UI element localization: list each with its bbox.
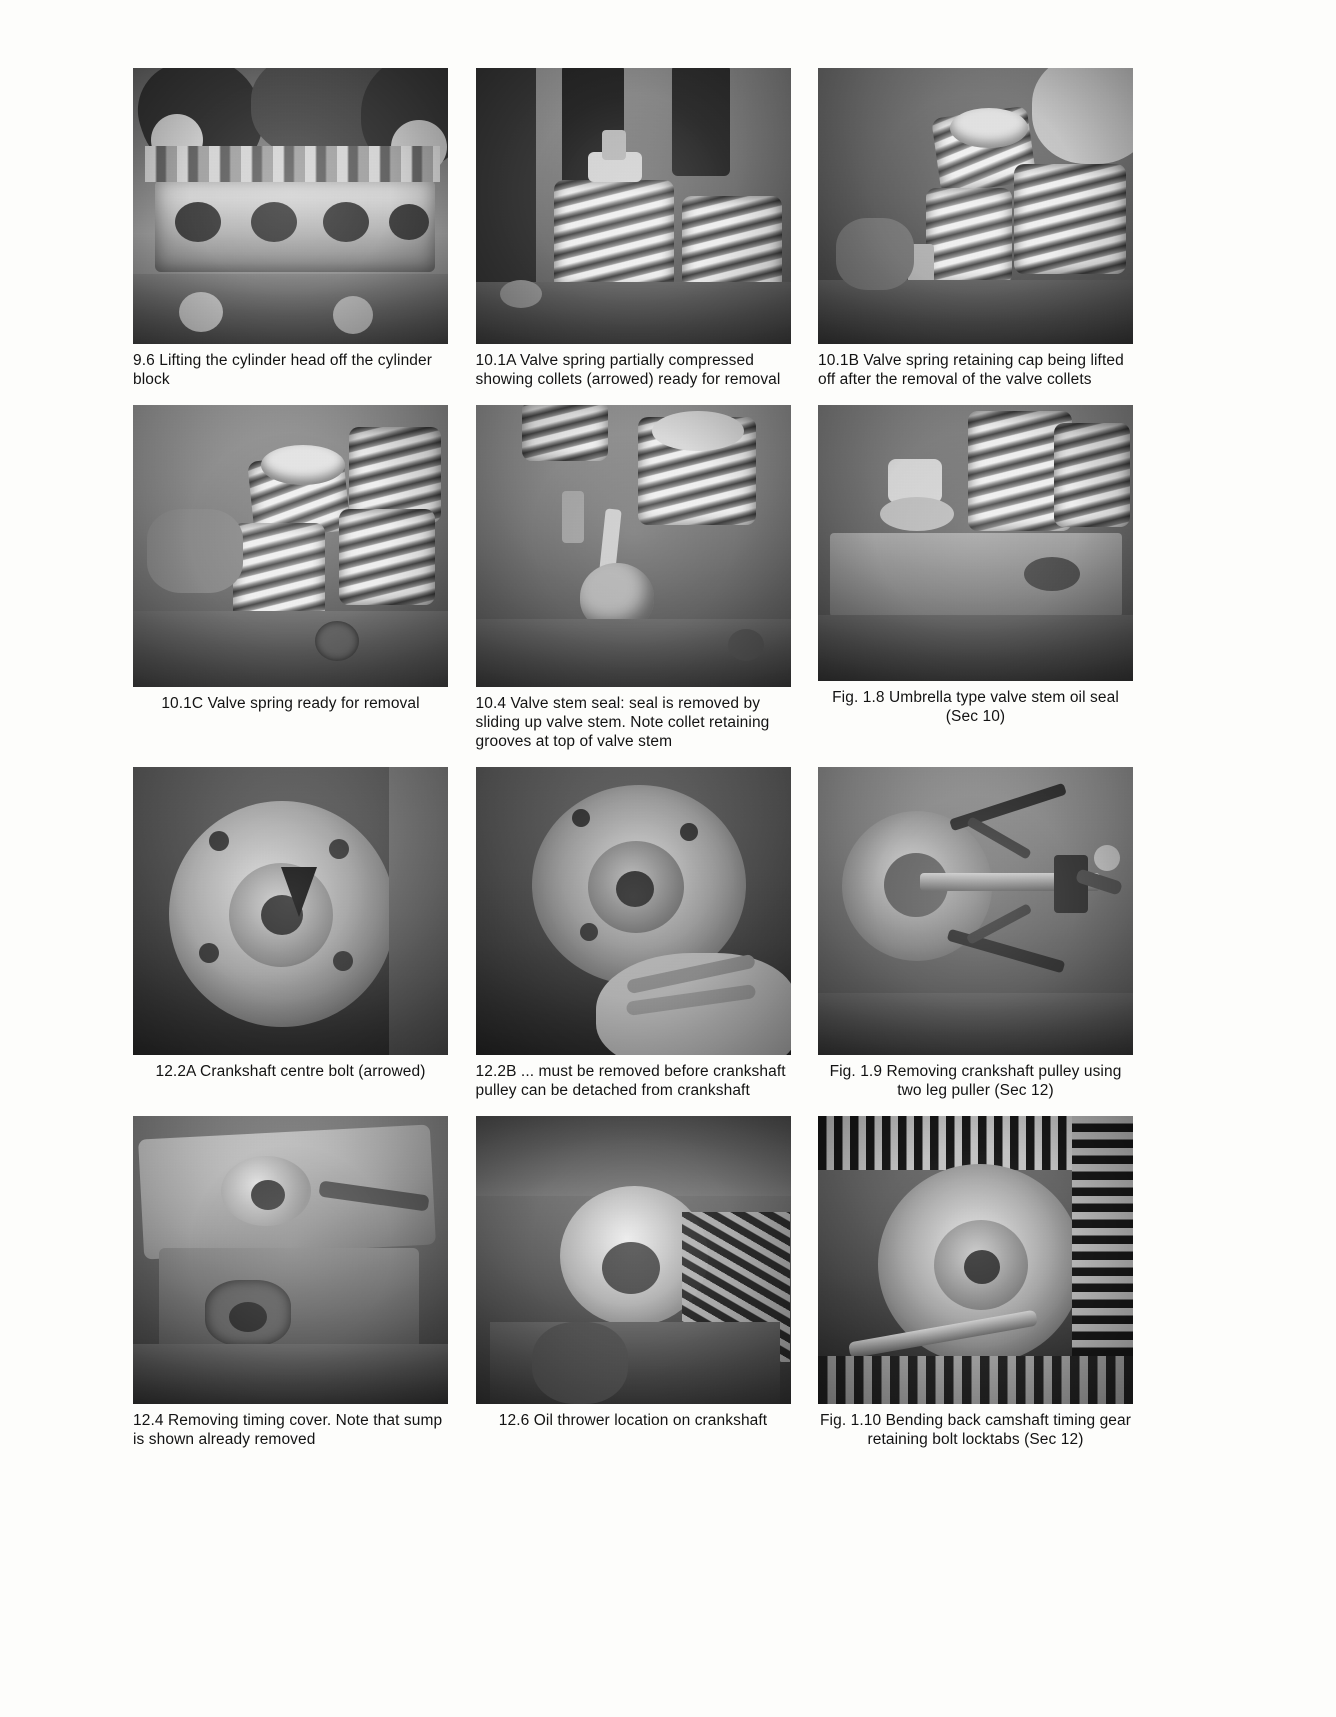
figure-1-10 (818, 1116, 1133, 1449)
figure-12-4 (133, 1116, 448, 1449)
photo-spring-ready (133, 405, 448, 687)
figure-row (133, 767, 1133, 1100)
figure-caption: Fig. 1.8 Umbrella type valve stem oil seal (Sec 10) (832, 689, 1119, 725)
figure-caption: 10.1A Valve spring partially compressed showing collets (arrowed) ready for removal (475, 352, 781, 388)
figure-row (133, 405, 1133, 751)
photo-valve-stem-seal (476, 405, 791, 687)
figure-10-1A (476, 68, 791, 389)
figure-caption: Fig. 1.9 Removing crankshaft pulley using two leg puller (Sec 12) (829, 1063, 1122, 1099)
figure-12-2B (476, 767, 791, 1100)
photo-valve-spring-compressed (476, 68, 791, 344)
figure-10-1C (133, 405, 448, 751)
figure-row (133, 68, 1133, 389)
figure-caption: 12.6 Oil thrower location on crankshaft (498, 1412, 768, 1429)
figure-grid (133, 68, 1133, 1465)
figure-caption: Fig. 1.10 Bending back camshaft timing gear retaining bolt locktabs (Sec 12) (819, 1412, 1132, 1448)
figure-10-1B (818, 68, 1133, 389)
photo-umbrella-seal (818, 405, 1133, 681)
figure-row (133, 1116, 1133, 1449)
photo-crankshaft-centre-bolt (133, 767, 448, 1055)
figure-9-6 (133, 68, 448, 389)
photo-locktab-bending (818, 1116, 1133, 1404)
figure-caption: 12.2A Crankshaft centre bolt (arrowed) (155, 1063, 426, 1080)
figure-12-2A (133, 767, 448, 1100)
figure-1-9 (818, 767, 1133, 1100)
figure-10-4 (476, 405, 791, 751)
figure-caption: 10.1B Valve spring retaining cap being lifted off after the removal of the valve collets (818, 352, 1124, 388)
figure-caption: 10.4 Valve stem seal: seal is removed by sliding up valve stem. Note collet retaining grooves at top of valve stem (475, 695, 770, 750)
photo-cylinder-head-lift (133, 68, 448, 344)
figure-caption: 10.1C Valve spring ready for removal (161, 695, 420, 712)
figure-1-8 (818, 405, 1133, 751)
photo-oil-thrower (476, 1116, 791, 1404)
photo-pulley-detached (476, 767, 791, 1055)
figure-12-6 (476, 1116, 791, 1449)
photo-timing-cover-removal (133, 1116, 448, 1404)
photo-retaining-cap-lift (818, 68, 1133, 344)
figure-caption: 12.2B ... must be removed before crankshaft pulley can be detached from crankshaft (475, 1063, 786, 1099)
photo-two-leg-puller (818, 767, 1133, 1055)
figure-caption: 9.6 Lifting the cylinder head off the cylinder block (133, 352, 433, 388)
figure-caption: 12.4 Removing timing cover. Note that sump is shown already removed (133, 1412, 443, 1448)
